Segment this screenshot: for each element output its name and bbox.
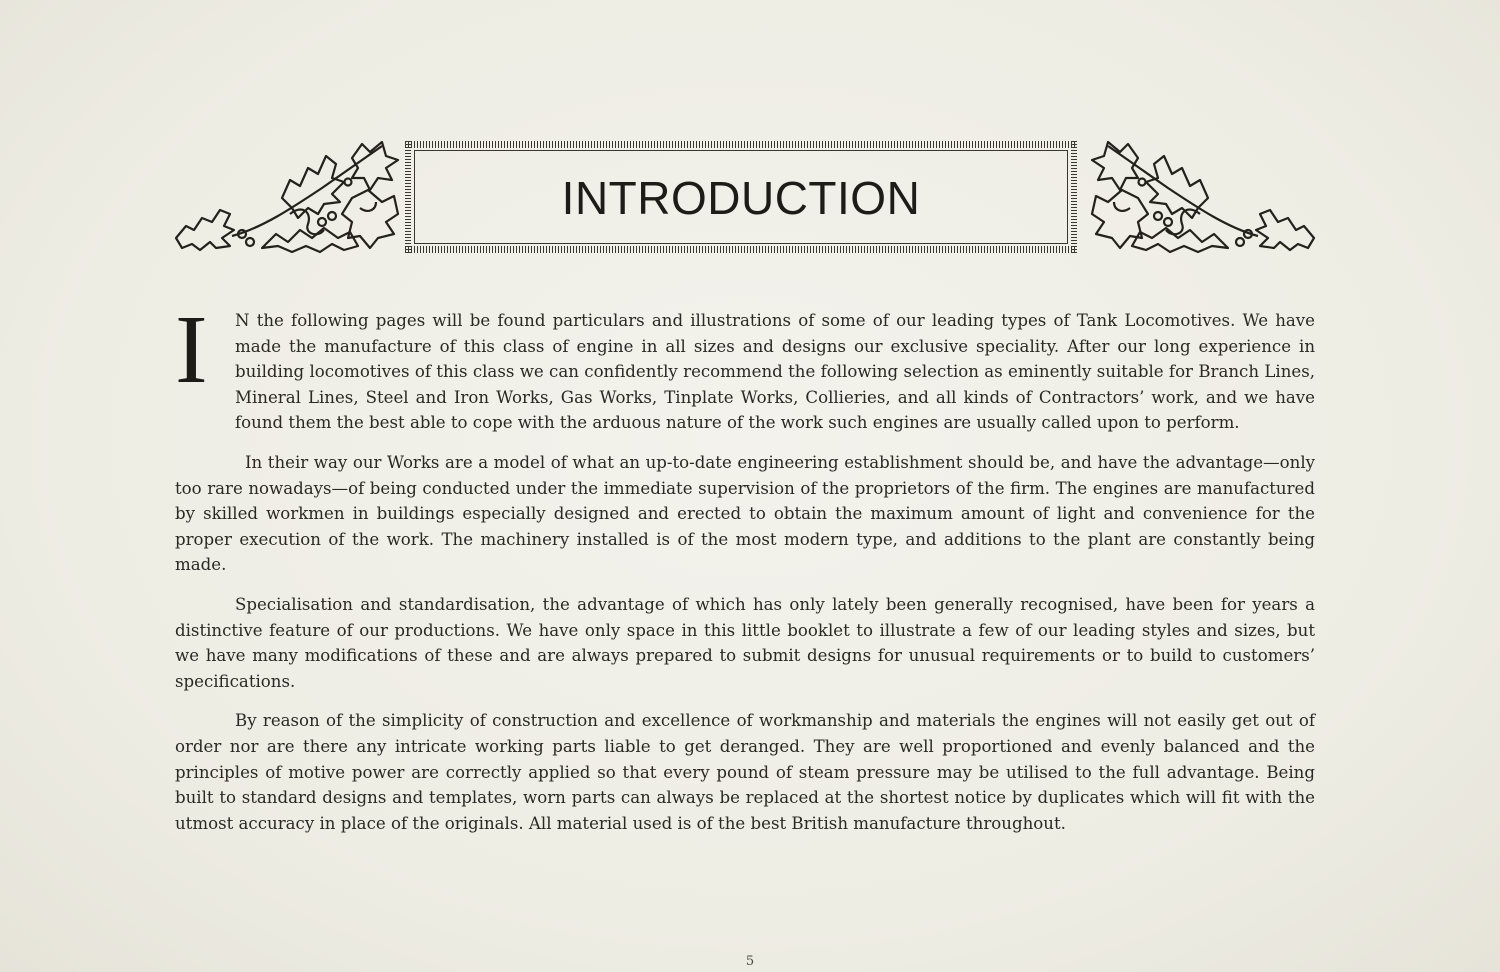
frame-border-bottom	[405, 246, 1077, 253]
paragraph-1	[175, 296, 1315, 436]
title-frame	[405, 141, 1077, 253]
paragraph-2: In their way our Works are a model of what an up-to-date engineering establishment should be, and have the advantage—only too rare nowadays—of being conducted under the immediate supervision of the proprietors of the firm. The engines are manufactured by skilled workmen in buildings especially designed and erected to obtain the maximum amount of light and convenience for the proper execution of the work. The machinery installed is of the most modern type, and additions to the plant are constantly being made.	[175, 452, 1315, 575]
page-number: 5	[745, 954, 755, 969]
frame-border-top	[405, 141, 1077, 148]
paragraph-1-text: N the following pages will be found particulars and illustrations of some of our leading types of Tank Locomotives. We have made the manufacture of this class of engine in all sizes and designs our exclusive speciality. After our long experience in building locomotives of this class we can confidently recommend the following selection as eminently suitable for Branch Lines, Mineral Lines, Steel and Iron Works, Gas Works, Tinplate Works, Collieries, and all kinds of Contractors’ work, and we have found them the best able to cope with the arduous nature of the work such engines are usually called upon to perform.	[235, 311, 1315, 433]
paragraph-3: Specialisation and standardisation, the advantage of which has only lately been generally recognised, have been for years a distinctive feature of our productions. We have only space in this little booklet to illustrate a few of our leading styles and sizes, but we have many modifications of these and are always prepared to submit designs for unusual requirements or to build to customers’ specifications.	[175, 594, 1315, 691]
paragraph-4: By reason of the simplicity of construction and excellence of workmanship and materials the engines will not easily get out of order nor are there any intricate working parts liable to get deranged. They are well proportioned and evenly balanced and the principles of motive power are correctly applied so that every pound of steam pressure may be utilised to the full advantage. Being built to standard designs and templates, worn parts can always be replaced at the shortest notice by duplicates which will fit with the utmost accuracy in place of the originals. All material used is of the best British manufacture throughout.	[175, 711, 1315, 833]
drop-cap: I	[175, 296, 208, 404]
page-title: INTRODUCTION	[561, 172, 921, 224]
title-header	[172, 138, 1318, 258]
holly-ornament-icon	[172, 138, 402, 256]
body-text	[175, 296, 1315, 850]
holly-ornament-icon	[1088, 138, 1318, 256]
